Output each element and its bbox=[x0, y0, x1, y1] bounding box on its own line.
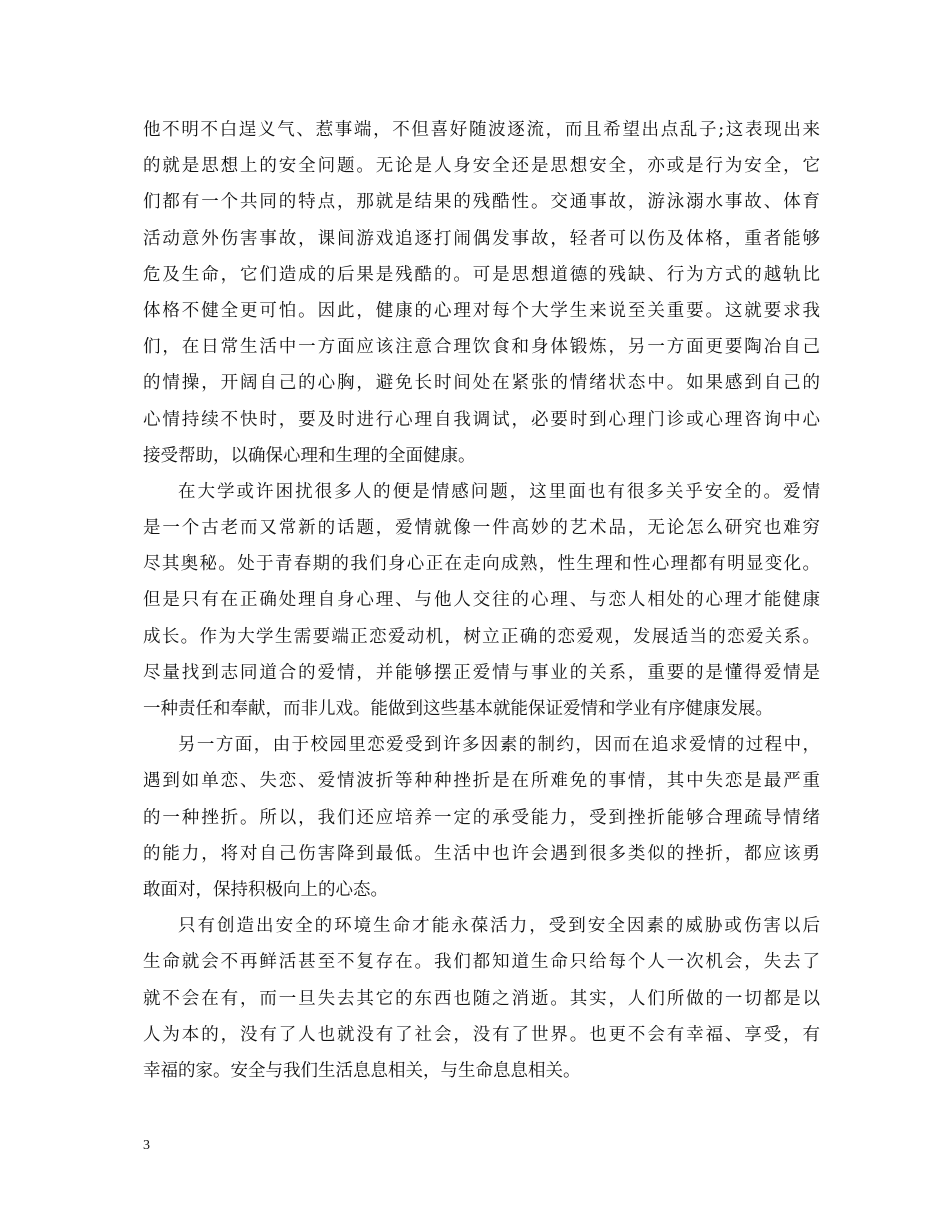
text-line: 就不会在有，而一旦失去其它的东西也随之消逝。其实，人们所做的一切都是以 bbox=[143, 988, 820, 1009]
page-number: 3 bbox=[143, 1138, 150, 1153]
text-line: 危及生命，它们造成的后果是残酷的。可是思想道德的残缺、行为方式的越轨比 bbox=[143, 264, 820, 285]
text-line: 人为本的，没有了人也就没有了社会，没有了世界。也更不会有幸福、享受，有 bbox=[143, 1024, 820, 1045]
text-line: 生命就会不再鲜活甚至不复存在。我们都知道生命只给每个人一次机会，失去了 bbox=[143, 952, 820, 973]
text-line: 的一种挫折。所以，我们还应培养一定的承受能力，受到挫折能够合理疏导情绪 bbox=[143, 807, 820, 828]
text-line: 一种责任和奉献，而非儿戏。能做到这些基本就能保证爱情和学业有序健康发展。 bbox=[143, 699, 773, 719]
text-line: 遇到如单恋、失恋、爱情波折等种种挫折是在所难免的事情，其中失恋是最严重 bbox=[143, 771, 820, 792]
text-line: 尽其奥秘。处于青春期的我们身心正在走向成熟，性生理和性心理都有明显变化。 bbox=[143, 554, 820, 575]
text-line: 但是只有在正确处理自身心理、与他人交往的心理、与恋人相处的心理才能健康 bbox=[143, 590, 820, 611]
text-line: 成长。作为大学生需要端正恋爱动机，树立正确的恋爱观，发展适当的恋爱关系。 bbox=[143, 626, 820, 647]
text-line: 心情持续不快时，要及时进行心理自我调试，必要时到心理门诊或心理咨询中心 bbox=[143, 409, 820, 430]
text-line: 们都有一个共同的特点，那就是结果的残酷性。交通事故，游泳溺水事故、体育 bbox=[143, 192, 820, 213]
text-line: 们，在日常生活中一方面应该注意合理饮食和身体锻炼，另一方面更要陶冶自己 bbox=[143, 337, 820, 358]
text-line: 的就是思想上的安全问题。无论是人身安全还是思想安全，亦或是行为安全，它 bbox=[143, 156, 820, 177]
text-line: 尽量找到志同道合的爱情，并能够摆正爱情与事业的关系，重要的是懂得爱情是 bbox=[143, 662, 820, 683]
text-line: 幸福的家。安全与我们生活息息相关，与生命息息相关。 bbox=[143, 1060, 581, 1081]
text-line: 体格不健全更可怕。因此，健康的心理对每个大学生来说至关重要。这就要求我 bbox=[143, 300, 820, 321]
text-line: 他不明不白逞义气、惹事端，不但喜好随波逐流，而且希望出点乱子;这表现出来 bbox=[143, 120, 820, 140]
text-line: 接受帮助，以确保心理和生理的全面健康。 bbox=[143, 445, 476, 466]
text-line: 的能力，将对自己伤害降到最低。生活中也许会遇到很多类似的挫折，都应该勇 bbox=[143, 843, 820, 864]
text-line: 的情操，开阔自己的心胸，避免长时间处在紧张的情绪状态中。如果感到自己的 bbox=[143, 373, 820, 394]
text-line: 只有创造出安全的环境生命才能永葆活力，受到安全因素的威胁或伤害以后 bbox=[178, 916, 820, 937]
text-line: 是一个古老而又常新的话题，爱情就像一件高妙的艺术品，无论怎么研究也难穷 bbox=[143, 518, 820, 539]
text-line: 另一方面，由于校园里恋爱受到许多因素的制约，因而在追求爱情的过程中， bbox=[178, 735, 820, 756]
text-line: 在大学或许困扰很多人的便是情感问题，这里面也有很多关乎安全的。爱情 bbox=[178, 481, 820, 502]
document-body bbox=[143, 112, 820, 1089]
text-line: 敢面对，保持积极向上的心态。 bbox=[143, 879, 388, 900]
text-line: 活动意外伤害事故，课间游戏追逐打闹偶发事故，轻者可以伤及体格，重者能够 bbox=[143, 228, 820, 249]
